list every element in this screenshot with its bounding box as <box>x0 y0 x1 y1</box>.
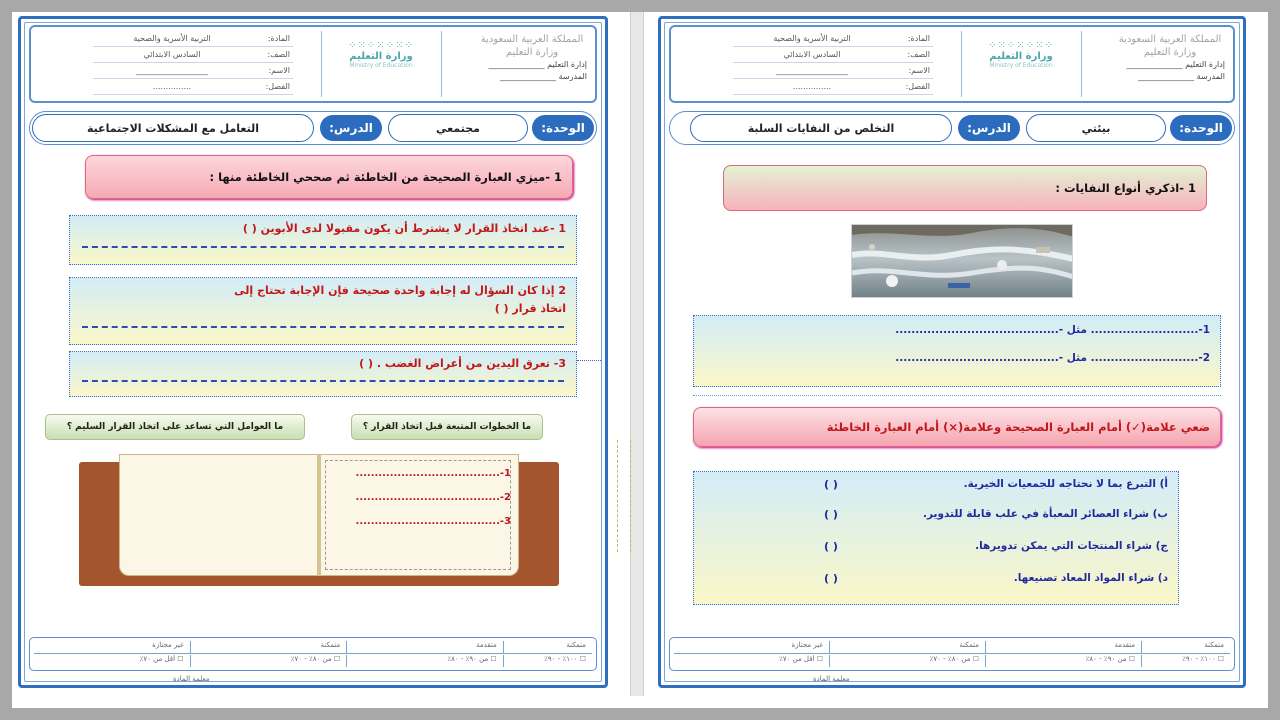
ministry-logo-icon: ⁘⁙⁘⁙⁘⁙⁘ <box>348 40 414 51</box>
open-book-answer-area <box>79 454 559 586</box>
rubric-checkbox[interactable]: ☐ من ٨٠٪ - ٧٠٪ <box>190 655 347 667</box>
grade-label: الصف: <box>267 50 290 59</box>
statement-1-box <box>69 215 577 265</box>
ministry-name-en: Ministry of Education <box>349 62 413 69</box>
subject-label: المادة: <box>907 34 930 43</box>
header-divider <box>1081 31 1082 97</box>
ministry-name: وزارة التعليم <box>989 51 1053 62</box>
waste-photo <box>851 224 1073 298</box>
tf-answer-a[interactable]: ( ) <box>824 478 838 491</box>
grade-label: الصف: <box>907 50 930 59</box>
ministry-logo-icon: ⁘⁙⁘⁙⁘⁙⁘ <box>988 40 1054 51</box>
subject-value: التربية الأسرية والصحية <box>773 34 851 43</box>
ministry-logo <box>966 41 1076 69</box>
waste-type-line-2[interactable]: 2-........................... مثل -......................................... <box>895 352 1210 364</box>
teacher-signature-label: معلمة المادة <box>813 675 850 683</box>
page-gutter <box>630 12 644 696</box>
name-label: الاسم: <box>908 66 930 75</box>
statement-3-text: 3- تعرق اليدين من أعراض الغضب . ( ) <box>359 357 566 370</box>
lesson-value: التخلص من النفايات السلبة <box>690 114 952 142</box>
rubric-checkbox[interactable]: ☐ ١٠٠٪ - ٩٠٪ <box>503 655 592 667</box>
assessment-rubric <box>29 637 597 671</box>
kingdom-subtitle: وزارة التعليم <box>505 47 559 58</box>
question-1-heading <box>723 165 1207 211</box>
waste-type-line-1[interactable]: 1-........................... مثل -......................................... <box>895 324 1210 336</box>
unit-value: بيئتي <box>1026 114 1166 142</box>
ministry-name: وزارة التعليم <box>349 51 413 62</box>
rubric-checkbox[interactable]: ☐ من ٩٠٪ - ٨٠٪ <box>346 655 503 667</box>
worksheet-header <box>669 25 1235 103</box>
book-spine <box>317 454 321 576</box>
statement-2-text: 2 إذا كان السؤال له إجابة واحدة صحيحة فإن الإجابة تحتاج إلى <box>234 284 566 297</box>
margin-dashed-line <box>617 440 618 552</box>
tf-answer-c[interactable]: ( ) <box>824 540 838 553</box>
left-worksheet-page <box>18 16 608 688</box>
grade-value: السادس الابتدائي <box>143 50 201 59</box>
polluted-water-image <box>852 225 1073 298</box>
rubric-header: متمكنة <box>1141 641 1230 653</box>
tf-item-d: د) شراء المواد المعاد تصنيعها. <box>1013 572 1168 584</box>
question-1-text: 1 -ميزي العبارة الصحيحة من الخاطئة ثم صححي الخاطئة منها : <box>209 170 562 184</box>
kingdom-title: المملكة العربية السعودية <box>1118 34 1222 45</box>
class-label: الفصل: <box>265 82 290 91</box>
book-left-page[interactable] <box>119 454 319 576</box>
class-label: الفصل: <box>905 82 930 91</box>
tf-item-a: أ) التبرع بما لا نحتاجه للجمعيات الخيرية. <box>963 478 1168 490</box>
school-label: المدرسة <box>1196 72 1225 81</box>
rubric-checkbox[interactable]: ☐ من ٩٠٪ - ٨٠٪ <box>985 655 1141 667</box>
tf-item-b: ب) شراء العصائر المعبأة في علب قابلة للتدوير. <box>923 508 1168 520</box>
subject-label: المادة: <box>267 34 290 43</box>
grade-value: السادس الابتدائي <box>783 50 841 59</box>
header-divider <box>441 31 442 97</box>
statement-2-box <box>69 277 577 345</box>
steps-question-tab: ما الخطوات المتبعة قبل اتخاذ القرار ؟ <box>351 414 543 440</box>
rubric-header: غير مجتازة <box>152 641 184 649</box>
ministry-logo <box>326 41 436 69</box>
ministry-name-en: Ministry of Education <box>989 62 1053 69</box>
book-answer-line-3[interactable]: 3-...................................... <box>355 516 511 527</box>
statement-1-text: 1 -عند اتخاذ القرار لا يشترط أن يكون مقبولا لدى الأبوين ( ) <box>242 222 566 235</box>
name-label: الاسم: <box>268 66 290 75</box>
kingdom-emblem: المملكة العربية السعودية وزارة التعليم إدارة التعليم ______________ المدرسة ______________ <box>477 33 587 83</box>
statement-3-box <box>69 351 577 397</box>
lesson-label: الدرس: <box>958 115 1020 141</box>
rubric-header: متقدمة <box>985 641 1141 653</box>
rubric-header: متقدمة <box>346 641 503 653</box>
right-worksheet-page <box>658 16 1246 688</box>
worksheet-header <box>29 25 597 103</box>
unit-label: الوحدة: <box>532 115 594 141</box>
rubric-checkbox[interactable]: ☐ أقل من ٧٠٪ <box>139 655 184 663</box>
answer-line[interactable] <box>82 246 564 248</box>
unit-lesson-bar <box>669 111 1235 145</box>
rubric-checkbox[interactable]: ☐ من ٨٠٪ - ٧٠٪ <box>829 655 985 667</box>
school-label: المدرسة <box>558 72 587 81</box>
question-2-text: ضعي علامة(✓) أمام العبارة الصحيحة وعلامة(×) أمام العبارة الخاطئة <box>826 420 1210 434</box>
dotted-separator <box>693 395 1221 396</box>
rubric-checkbox[interactable]: ☐ ١٠٠٪ - ٩٠٪ <box>1141 655 1230 667</box>
unit-label: الوحدة: <box>1170 115 1232 141</box>
student-info-grid <box>733 31 933 95</box>
unit-value: مجتمعي <box>388 114 528 142</box>
lesson-label: الدرس: <box>320 115 382 141</box>
student-info-grid <box>93 31 293 95</box>
question-2-heading <box>693 407 1221 447</box>
name-field[interactable]: __________________ <box>136 66 208 75</box>
answer-line[interactable] <box>82 326 564 328</box>
dotted-leader <box>577 360 601 361</box>
rubric-header: متمكنة <box>829 641 985 653</box>
lesson-value: التعامل مع المشكلات الاجتماعية <box>32 114 314 142</box>
name-field[interactable]: __________________ <box>776 66 848 75</box>
edu-admin-label: إدارة التعليم <box>547 60 587 69</box>
statement-2-cont: اتخاذ قرار ( ) <box>494 302 566 315</box>
tf-answer-b[interactable]: ( ) <box>824 508 838 521</box>
factors-question-tab: ما العوامل التي تساعد على اتخاذ القرار السليم ؟ <box>45 414 305 440</box>
tf-answer-d[interactable]: ( ) <box>824 572 838 585</box>
rubric-header: متمكنة <box>503 641 592 653</box>
class-field[interactable]: ............... <box>152 82 192 91</box>
subject-value: التربية الأسرية والصحية <box>133 34 211 43</box>
question-1-text: 1 -اذكري أنواع النفايات : <box>1055 181 1196 195</box>
book-answer-line-2[interactable]: 2-...................................... <box>355 492 511 503</box>
header-divider <box>321 31 322 97</box>
rubric-checkbox[interactable]: ☐ أقل من ٧٠٪ <box>779 655 824 663</box>
edu-admin-label: إدارة التعليم <box>1185 60 1225 69</box>
kingdom-emblem: المملكة العربية السعودية وزارة التعليم إدارة التعليم ______________ المدرسة ______________ <box>1115 33 1225 83</box>
rubric-header: متمكنة <box>190 641 347 653</box>
unit-lesson-bar <box>29 111 597 145</box>
true-false-box <box>693 471 1179 605</box>
tf-item-c: ج) شراء المنتجات التي يمكن تدويرها. <box>975 540 1168 552</box>
kingdom-title: المملكة العربية السعودية <box>480 34 584 45</box>
class-field[interactable]: ............... <box>792 82 832 91</box>
answer-line[interactable] <box>82 380 564 382</box>
book-answer-line-1[interactable]: 1-...................................... <box>355 468 511 479</box>
assessment-rubric <box>669 637 1235 671</box>
teacher-signature-label: معلمة المادة <box>173 675 210 683</box>
rubric-header: غير مجتازة <box>791 641 824 649</box>
kingdom-subtitle: وزارة التعليم <box>1143 47 1197 58</box>
header-divider <box>961 31 962 97</box>
margin-dashed-line <box>630 440 631 552</box>
waste-types-box <box>693 315 1221 387</box>
question-1-heading <box>85 155 573 199</box>
